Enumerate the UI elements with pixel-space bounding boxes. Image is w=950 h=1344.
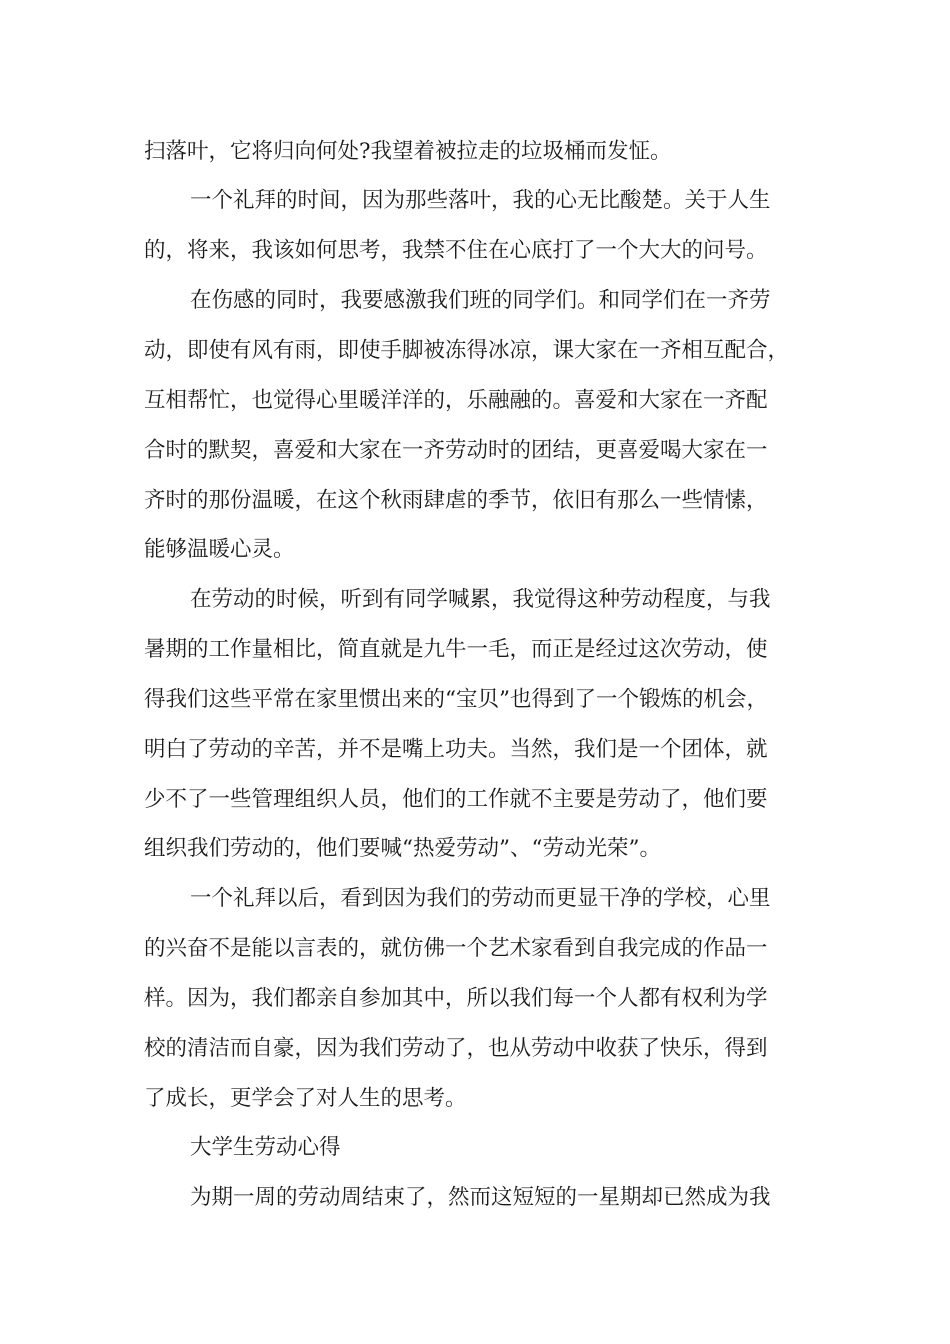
text-line: 齐时的那份温暖，在这个秋雨肆虐的季节，依旧有那么一些情愫， [144,488,768,513]
text-line: 明白了劳动的辛苦，并不是嘴上功夫。当然，我们是一个团体，就 [144,737,768,762]
text-line: 校的清洁而自豪，因为我们劳动了，也从劳动中收获了快乐，得到 [144,1036,768,1061]
text-line: 得我们这些平常在家里惯出来的“宝贝”也得到了一个锻炼的机会， [144,687,768,712]
section-heading: 大学生劳动心得 [190,1135,341,1160]
text-line: 合时的默契，喜爱和大家在一齐劳动时的团结，更喜爱喝大家在一 [144,438,768,463]
text-line: 在劳动的时候，听到有同学喊累，我觉得这种劳动程度，与我 [190,587,771,612]
text-line: 样。因为，我们都亲自参加其中，所以我们每一个人都有权利为学 [144,986,768,1011]
text-line: 在伤感的同时，我要感激我们班的同学们。和同学们在一齐劳 [190,288,771,313]
text-line: 了成长，更学会了对人生的思考。 [144,1086,467,1111]
text-line: 的，将来，我该如何思考，我禁不住在心底打了一个大大的问号。 [144,238,768,263]
text-line: 暑期的工作量相比，简直就是九牛一毛，而正是经过这次劳动，使 [144,637,768,662]
text-line: 少不了一些管理组织人员，他们的工作就不主要是劳动了，他们要 [144,787,768,812]
text-line: 动，即使有风有雨，即使手脚被冻得冰凉，课大家在一齐相互配合， [144,338,790,363]
text-line: 为期一周的劳动周结束了，然而这短短的一星期却已然成为我 [190,1185,771,1210]
text-line: 一个礼拜以后，看到因为我们的劳动而更显干净的学校，心里 [190,886,771,911]
text-line: 互相帮忙，也觉得心里暖洋洋的，乐融融的。喜爱和大家在一齐配 [144,388,768,413]
text-line: 能够温暖心灵。 [144,537,295,562]
text-line: 的兴奋不是能以言表的，就仿佛一个艺术家看到自我完成的作品一 [144,936,768,961]
text-line: 一个礼拜的时间，因为那些落叶，我的心无比酸楚。关于人生 [190,188,771,213]
text-line: 扫落叶，它将归向何处?我望着被拉走的垃圾桶而发怔。 [144,139,672,164]
text-line: 组织我们劳动的，他们要喊“热爱劳动”、“劳动光荣”。 [144,836,661,861]
